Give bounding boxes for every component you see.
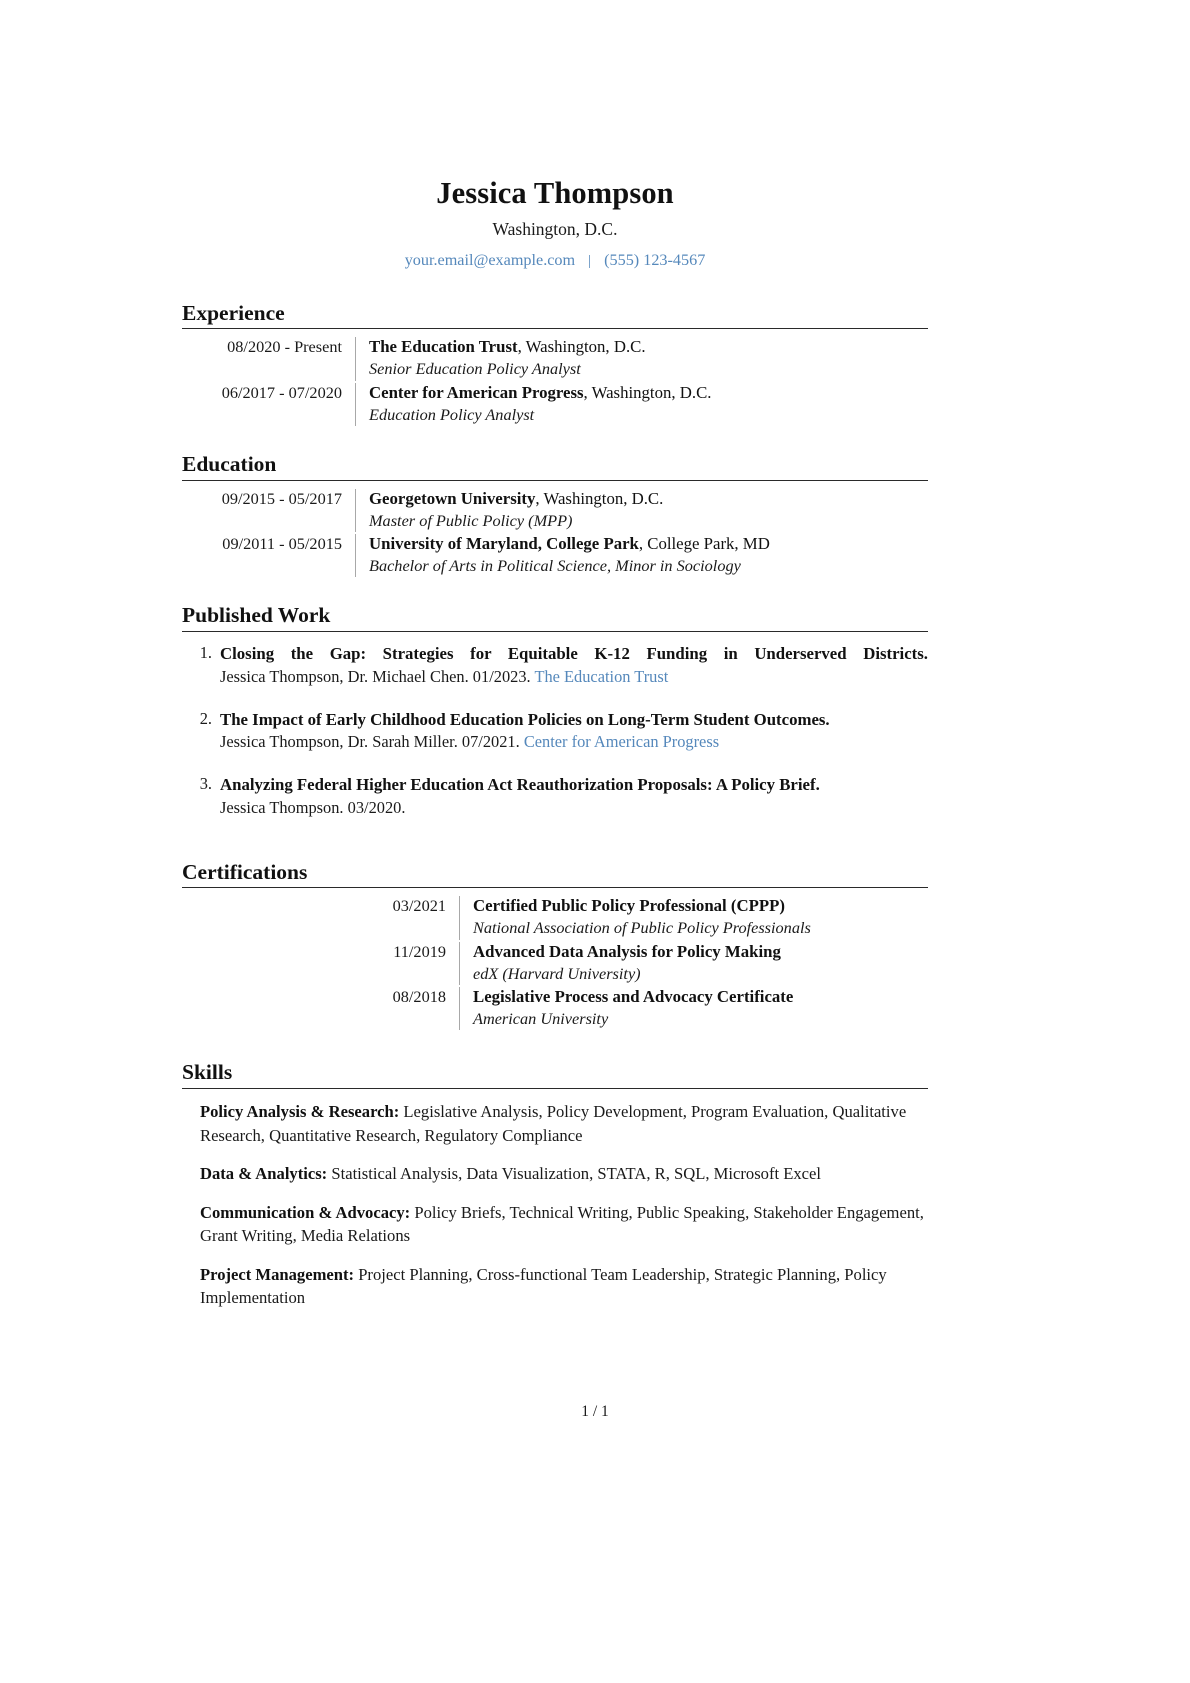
- header-location: Washington, D.C.: [492, 219, 618, 240]
- section-certifications: [182, 860, 928, 1031]
- column-divider: [355, 534, 356, 577]
- section-rule: [182, 1088, 928, 1089]
- publication-number: 2.: [199, 708, 212, 728]
- publication-publisher-link[interactable]: The Education Trust: [534, 666, 669, 686]
- certification-name: Legislative Process and Advocacy Certificate: [473, 986, 794, 1006]
- education-entries: [182, 487, 928, 578]
- publication-title-text: The Impact of Early Childhood Education Policies on Long-Term Student Outcomes: [220, 709, 826, 729]
- entry-degree: Master of Public Policy (MPP): [369, 510, 573, 530]
- section-published-work: [182, 603, 928, 819]
- publication-title-text: Closing the Gap: Strategies for Equitable K-12 Funding in Underserved Districts: [220, 644, 924, 664]
- publication-authors: Jessica Thompson. 03/2020.: [220, 797, 406, 817]
- column-divider: [355, 383, 356, 426]
- page-footer: [0, 1403, 1190, 1421]
- skill-values: Project Planning, Cross-functional Team Leadership, Strategic Planning, Policy Implementation: [200, 1264, 887, 1308]
- publication-title-text: Analyzing Federal Higher Education Act Reauthorization Proposals: A Policy Brief: [220, 775, 816, 795]
- skill-values: Statistical Analysis, Data Visualization, STATA, R, SQL, Microsoft Excel: [327, 1164, 822, 1184]
- publication-title-period: .: [923, 644, 928, 664]
- entry-body: [473, 940, 928, 985]
- skill-values: Legislative Analysis, Policy Development, Program Evaluation, Qualitative Research, Quantitative Research, Regulatory Compliance: [200, 1101, 907, 1145]
- entry-role: Senior Education Policy Analyst: [369, 359, 581, 379]
- column-divider: [355, 489, 356, 532]
- entry-org: Georgetown University: [369, 488, 536, 508]
- entry-org: Center for American Progress: [369, 382, 584, 402]
- publication-title-period: .: [815, 775, 820, 795]
- table-row: [182, 985, 928, 1030]
- table-row: [182, 381, 928, 426]
- section-heading-skills: Skills: [182, 1060, 233, 1085]
- certification-name: Certified Public Policy Professional (CPPP): [473, 896, 785, 916]
- entry-body: [369, 532, 928, 577]
- skill-category: Project Management:: [200, 1264, 355, 1284]
- entry-body: [369, 487, 928, 532]
- publication-authors: Jessica Thompson, Dr. Michael Chen. 01/2023.: [220, 666, 531, 686]
- certification-issuer: National Association of Public Policy Professionals: [473, 918, 811, 938]
- entry-date: 09/2011 - 05/2015: [222, 534, 342, 554]
- list-item: [182, 773, 928, 819]
- entry-body: [369, 335, 928, 380]
- section-rule: [182, 887, 928, 888]
- certification-name: Advanced Data Analysis for Policy Making: [473, 941, 781, 961]
- table-row: [182, 894, 928, 939]
- entry-title: [473, 894, 928, 917]
- section-rule: [182, 631, 928, 632]
- entry-degree: Bachelor of Arts in Political Science, Minor in Sociology: [369, 556, 741, 576]
- list-item: [182, 1162, 928, 1186]
- entry-date: 06/2017 - 07/2020: [221, 382, 342, 402]
- publication-publisher-link[interactable]: Center for American Progress: [523, 732, 720, 752]
- certification-issuer: edX (Harvard University): [473, 963, 641, 983]
- table-row: [182, 335, 928, 380]
- entry-location: , Washington, D.C.: [583, 382, 712, 402]
- publication-body: [220, 708, 928, 754]
- publication-title: [220, 708, 928, 732]
- entry-location: , Washington, D.C.: [535, 488, 664, 508]
- column-divider: [459, 942, 460, 985]
- entry-title: [369, 335, 928, 358]
- publication-meta: [220, 797, 928, 820]
- publication-number: 1.: [199, 643, 212, 663]
- entry-date: 09/2015 - 05/2017: [221, 488, 342, 508]
- column-divider: [459, 987, 460, 1030]
- entry-title: [369, 487, 928, 510]
- entry-date: 11/2019: [393, 941, 446, 961]
- skill-category: Communication & Advocacy:: [200, 1202, 411, 1222]
- entry-location: , College Park, MD: [638, 534, 770, 554]
- section-heading-experience: Experience: [182, 300, 285, 325]
- page-number: 1 / 1: [581, 1403, 609, 1420]
- email-link[interactable]: your.email@example.com: [404, 251, 576, 270]
- publication-body: [220, 642, 928, 688]
- section-skills: [182, 1060, 928, 1310]
- resume-header: [182, 0, 928, 271]
- entry-title: [369, 532, 928, 555]
- section-heading-published-work: Published Work: [182, 603, 331, 628]
- table-row: [182, 532, 928, 577]
- experience-entries: [182, 335, 928, 426]
- entry-body: [473, 894, 928, 939]
- publication-title: [220, 773, 928, 797]
- section-education: [182, 452, 928, 577]
- page-title: Jessica Thompson: [436, 176, 674, 210]
- certification-issuer: American University: [473, 1009, 609, 1029]
- entry-org: The Education Trust: [369, 337, 518, 357]
- list-item: [182, 1263, 928, 1310]
- entry-date: 08/2020 - Present: [227, 337, 342, 357]
- list-item: [182, 1100, 928, 1147]
- entry-date: 03/2021: [392, 896, 446, 916]
- section-heading-education: Education: [182, 451, 277, 476]
- phone-link[interactable]: (555) 123-4567: [604, 251, 706, 270]
- entry-org: University of Maryland, College Park: [369, 534, 639, 554]
- skill-values: Policy Briefs, Technical Writing, Public Speaking, Stakeholder Engagement, Grant Writing, Media Relations: [200, 1202, 924, 1246]
- publication-authors: Jessica Thompson, Dr. Sarah Miller. 07/2021.: [220, 732, 520, 752]
- publication-number: 3.: [199, 774, 212, 794]
- column-divider: [459, 896, 460, 939]
- section-experience: [182, 301, 928, 426]
- section-rule: [182, 328, 928, 329]
- list-item: [182, 642, 928, 688]
- contact-line: [182, 251, 928, 270]
- contact-separator: |: [588, 252, 592, 269]
- section-rule: [182, 480, 928, 481]
- publication-body: [220, 773, 928, 819]
- section-heading-certifications: Certifications: [182, 859, 308, 884]
- entry-title: [473, 940, 928, 963]
- column-divider: [355, 337, 356, 380]
- skills-list: [182, 1100, 928, 1310]
- entry-location: , Washington, D.C.: [517, 337, 646, 357]
- entry-title: [369, 381, 928, 404]
- table-row: [182, 940, 928, 985]
- publication-title-period: .: [825, 709, 830, 729]
- entry-title: [473, 985, 928, 1008]
- entry-body: [369, 381, 928, 426]
- skill-category: Data & Analytics:: [200, 1164, 328, 1184]
- entry-role: Education Policy Analyst: [369, 404, 535, 424]
- publication-meta: [220, 666, 928, 689]
- resume-content: [182, 0, 928, 1310]
- publication-list: [182, 642, 928, 819]
- entry-body: [473, 985, 928, 1030]
- list-item: [182, 1201, 928, 1248]
- skill-category: Policy Analysis & Research:: [200, 1101, 400, 1121]
- table-row: [182, 487, 928, 532]
- entry-date: 08/2018: [392, 986, 446, 1006]
- list-item: [182, 708, 928, 754]
- certification-entries: [182, 894, 928, 1030]
- publication-title: [220, 642, 928, 666]
- publication-meta: [220, 731, 928, 754]
